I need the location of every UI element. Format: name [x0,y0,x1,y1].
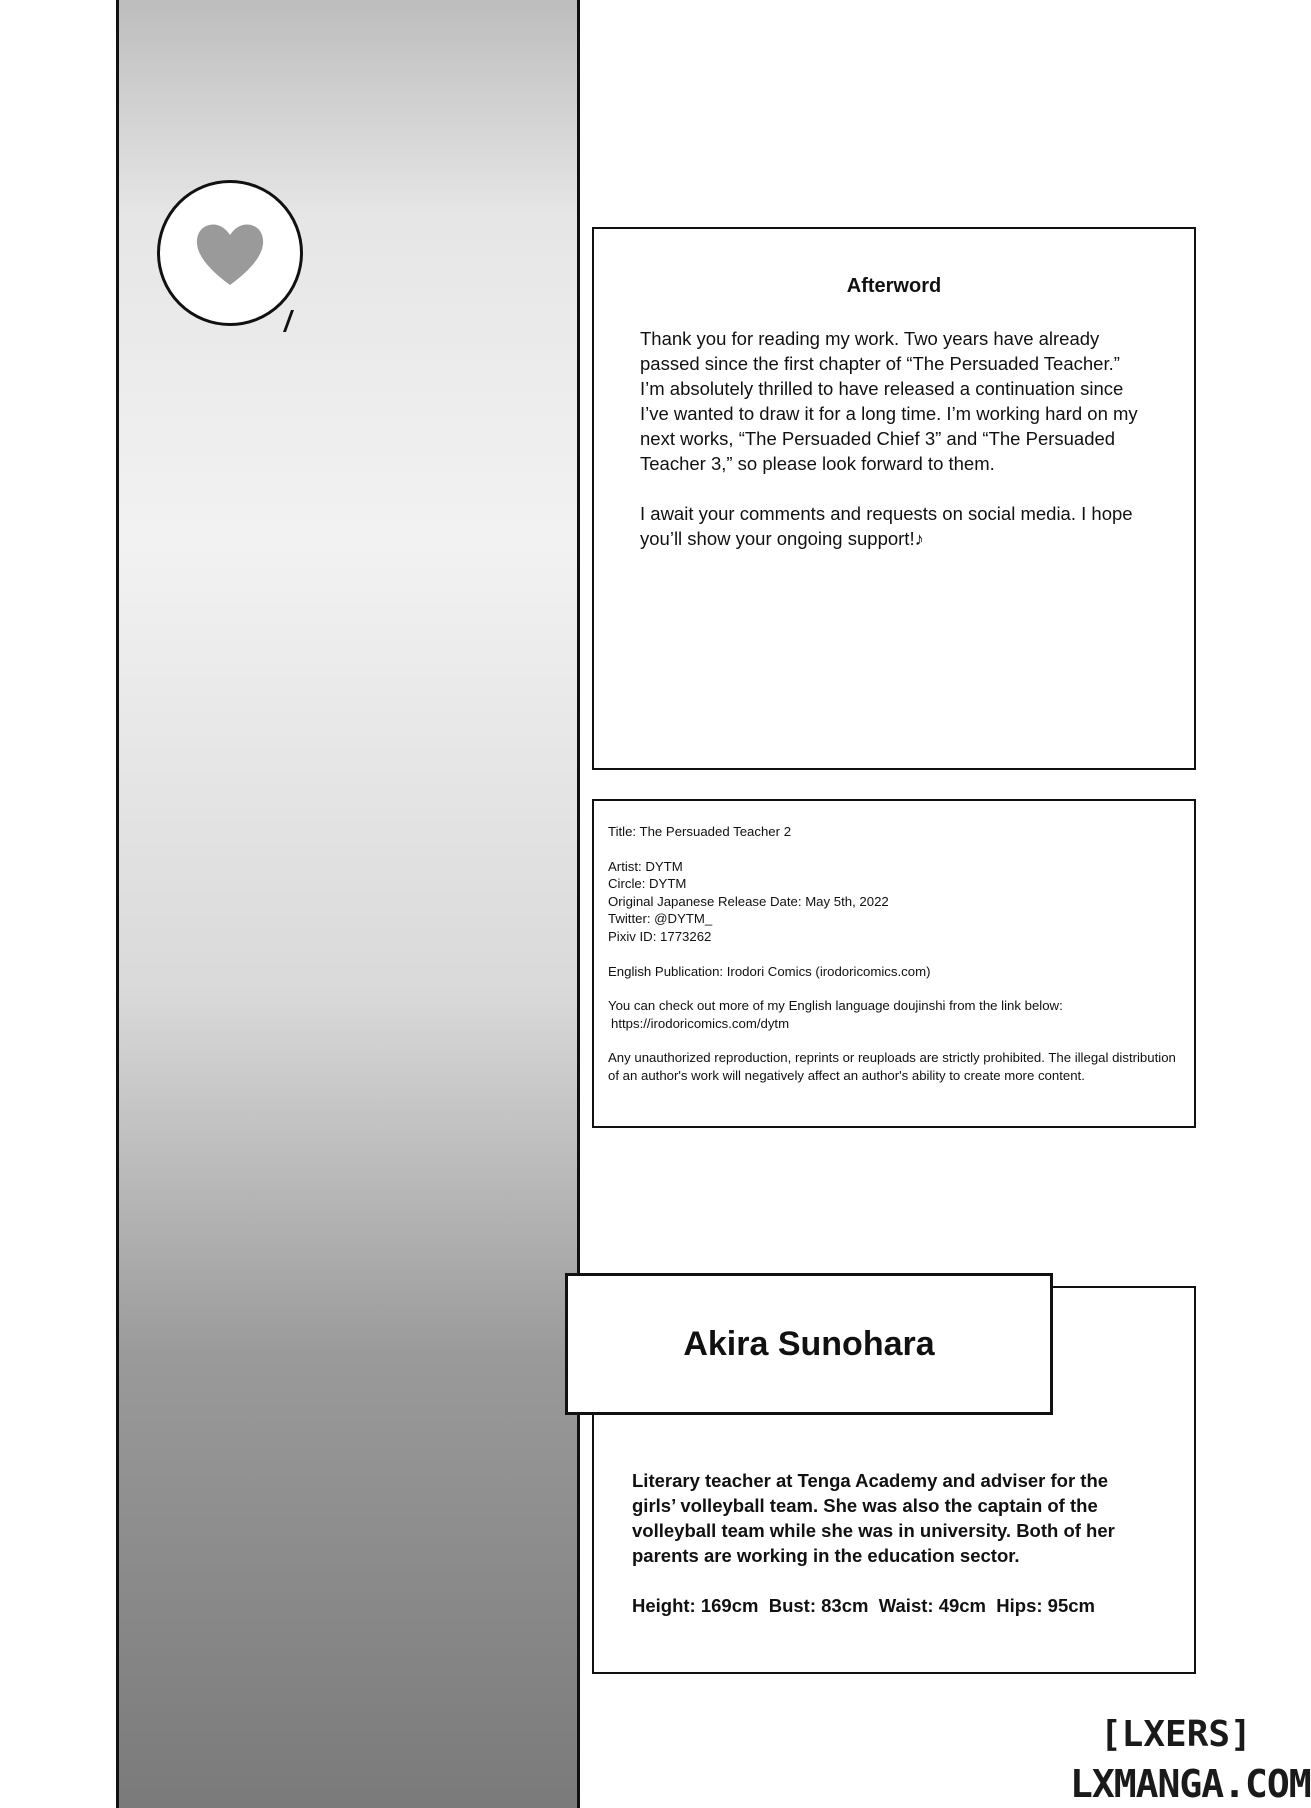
heart-icon [190,213,270,293]
speech-bubble [157,180,303,326]
info-pixiv: Pixiv ID: 1773262 [608,928,712,944]
watermark-lxers: [LXERS] [1100,1714,1252,1755]
publication-info-box [592,799,1196,1128]
character-name-box [565,1273,1053,1415]
watermark-site: LXMANGA.COM [1070,1762,1311,1806]
info-artist: Artist: DYTM [608,858,683,874]
info-title: Title: The Persuaded Teacher 2 [608,824,792,839]
character-bio: Literary teacher at Tenga Academy and adviser for the girls’ volleyball team. She was also the captain of the volleyball team while she was in university. Both of her parents are working in the education sector. [632,1470,1115,1566]
afterword-paragraph: Thank you for reading my work. Two years have already passed since the first chapter of “The Persuaded Teacher.” I’m absolutely thrilled to have released a continuation since I’ve wanted to draw it for a long time. I’m working hard on my next works, “The Persuaded Chief 3” and “The Persuaded Teacher 3,” so please look forward to them. [640,328,1138,474]
info-publication: English Publication: Irodori Comics (irodoricomics.com) [608,963,931,979]
info-more: You can check out more of my English language doujinshi from the link below: [608,998,1063,1014]
speech-bubble-tail [283,310,308,332]
afterword-box [592,227,1196,770]
character-stats: Height: 169cm Bust: 83cm Waist: 49cm Hips: 95cm [632,1595,1095,1616]
afterword-title: Afterword [846,275,942,297]
info-twitter: Twitter: @DYTM_ [608,911,713,927]
afterword-paragraph: I await your comments and requests on social media. I hope you’ll show your ongoing support!♪ [640,503,1133,549]
info-notice: Any unauthorized reproduction, reprints or reuploads are strictly prohibited. The illegal distribution of an author's work will negatively affect an author's ability to create more content. [608,1050,1176,1083]
info-release-date: Original Japanese Release Date: May 5th, 2022 [608,893,889,909]
character-name: Akira Sunohara [683,1324,935,1363]
manga-illustration-panel [116,0,580,1808]
info-circle: Circle: DYTM [608,876,687,892]
info-link[interactable]: https://irodoricomics.com/dytm [611,1015,790,1031]
